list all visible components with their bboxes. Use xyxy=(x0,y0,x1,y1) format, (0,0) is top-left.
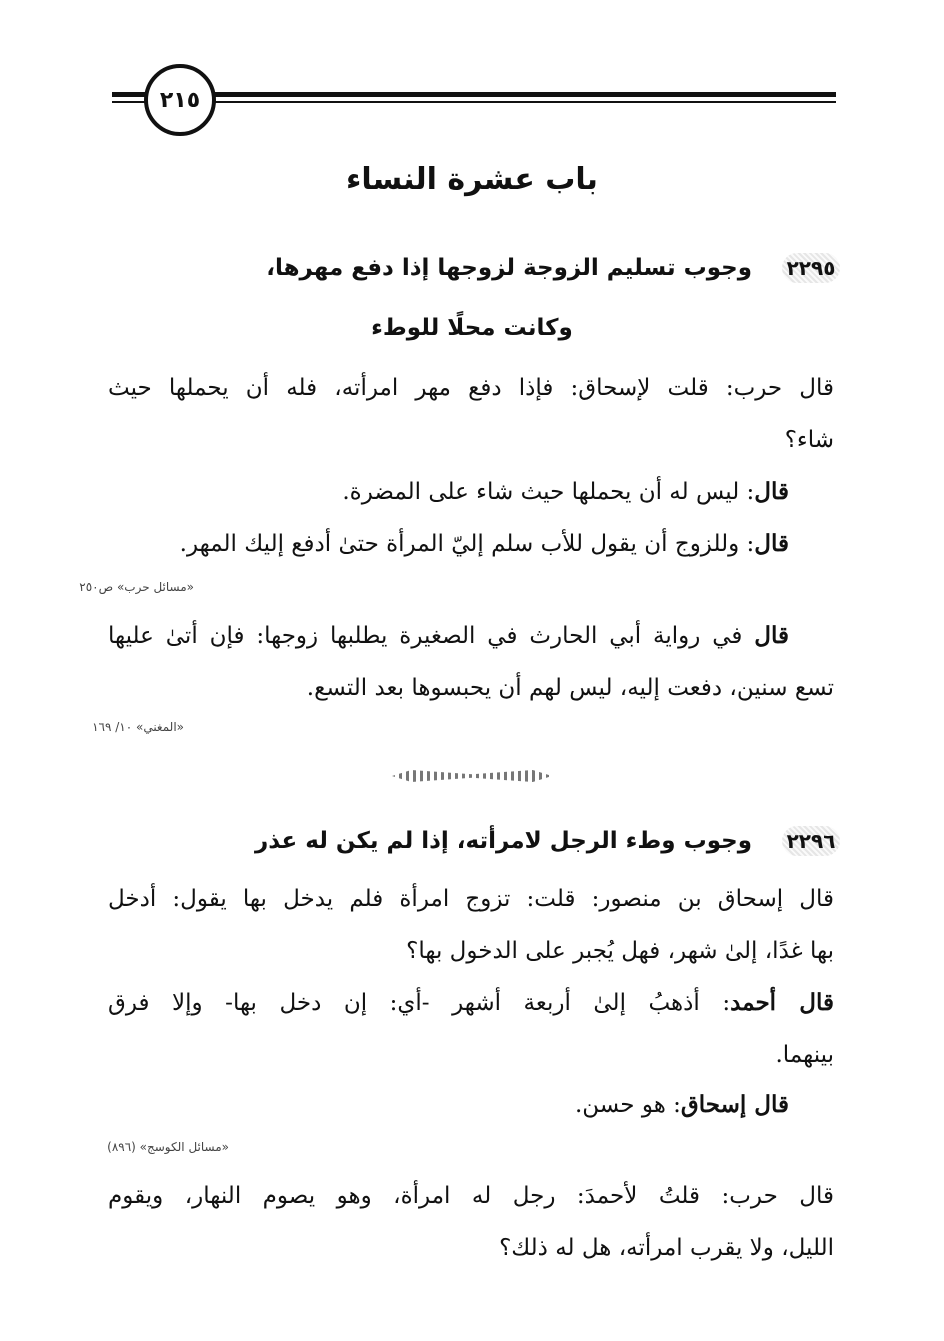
paragraph-line: شاء؟ xyxy=(784,427,834,453)
paragraph-text: : ليس له أن يحملها حيث شاء على المضرة. xyxy=(342,479,755,505)
section-number-badge: ٢٢٩٦ xyxy=(782,826,840,856)
chapter-title: باب عشرة النساء xyxy=(346,162,598,197)
source-citation: «مسائل حرب» ص٢٥٠ xyxy=(79,580,194,594)
paragraph-line: الليل، ولا يقرب امرأته، هل له ذلك؟ xyxy=(499,1235,834,1261)
paragraph-line: بينهما. xyxy=(775,1042,834,1068)
speaker-label: قال أحمد xyxy=(730,989,834,1016)
speaker-label: قال xyxy=(754,622,789,649)
section-title-line2: وكانت محلًا للوطء xyxy=(371,315,573,341)
source-citation: «مسائل الكوسج» (٨٩٦) xyxy=(107,1140,229,1154)
header-rule-right xyxy=(214,92,836,97)
paragraph-line xyxy=(342,476,789,508)
paragraph-line: قال حرب: قلت لإسحاق: فإذا دفع مهر امرأته، فله أن يحملها حيث xyxy=(108,375,834,401)
header-rule-left xyxy=(112,92,148,97)
paragraph-text: في رواية أبي الحارث في الصغيرة يطلبها زوجها: فإن أتىٰ عليها xyxy=(108,623,755,649)
speaker-label: قال إسحاق xyxy=(680,1091,789,1118)
section-number-badge: ٢٢٩٥ xyxy=(782,253,840,283)
paragraph-line xyxy=(575,1089,789,1121)
section-heading-2295 xyxy=(266,253,840,283)
paragraph-text: : وللزوج أن يقول للأب سلم إليّ المرأة حتىٰ أدفع إليك المهر. xyxy=(179,531,755,557)
paragraph-line: قال حرب: قلتُ لأحمدَ: رجل له امرأة، وهو يصوم النهار، ويقوم xyxy=(108,1183,834,1209)
paragraph-line: بها غدًا، إلىٰ شهر، فهل يُجبر على الدخول بها؟ xyxy=(406,938,834,964)
section-heading-2296 xyxy=(255,826,840,856)
paragraph-line xyxy=(180,528,789,560)
paragraph-line xyxy=(108,620,789,652)
page-number-badge xyxy=(144,64,216,136)
source-citation: «المغني» ١٠/ ١٦٩ xyxy=(92,720,184,734)
paragraph-text: : هو حسن. xyxy=(574,1092,681,1118)
paragraph-text: : أذهبُ إلىٰ أربعة أشهر -أي: إن دخل بها- وإلا فرق xyxy=(108,990,731,1016)
paragraph-line: قال إسحاق بن منصور: قلت: تزوج امرأة فلم يدخل بها يقول: أدخل xyxy=(108,886,834,912)
section-title-line1: وجوب تسليم الزوجة لزوجها إذا دفع مهرها، xyxy=(266,255,752,281)
section-title: وجوب وطء الرجل لامرأته، إذا لم يكن له عذر xyxy=(255,828,752,854)
header-rule-right-thin xyxy=(214,101,836,103)
speaker-label: قال xyxy=(754,530,789,557)
header-rule-left-thin xyxy=(112,101,148,103)
paragraph-line xyxy=(108,987,834,1019)
page-number: ٢١٥ xyxy=(159,87,201,113)
section-divider-ornament xyxy=(392,770,552,782)
paragraph-line: تسع سنين، دفعت إليه، ليس لهم أن يحبسوها بعد التسع. xyxy=(306,675,834,701)
speaker-label: قال xyxy=(754,478,789,505)
